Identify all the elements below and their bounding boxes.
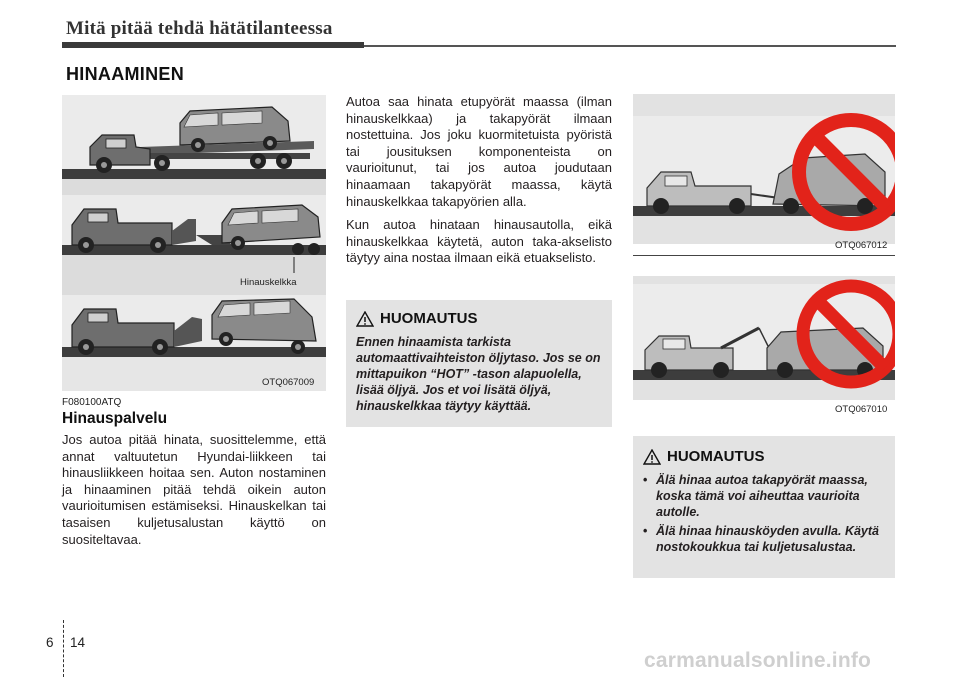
towing-methods-illustration bbox=[62, 95, 326, 391]
chapter-number: 6 bbox=[46, 635, 54, 650]
notice-bullet-1: • Älä hinaa autoa takapyörät maassa, koska tämä voi aiheuttaa vaurioita autolle. bbox=[641, 472, 889, 520]
notice-box-towing bbox=[633, 436, 895, 578]
middle-column-text bbox=[346, 94, 612, 274]
middle-paragraph-1: Autoa saa hinata etupyörät maassa (ilman hinauskelkkaa) ja takapyörät ilmaan nostettuina. Jos joku kuormitetuista pyöristä tai jousituksen komponenteista on vaurioitunut, tai jos autoa joudutaan hinaamaan takapyörät maassa, käytä hinauskelkkaa takapyörien alla. bbox=[346, 94, 612, 209]
figure-caption-right-2: OTQ067010 bbox=[835, 404, 888, 415]
no-rear-wheels-towing-drawing bbox=[633, 94, 895, 244]
no-sling-towing-drawing bbox=[633, 276, 895, 400]
notice-text: Ennen hinaamista tarkista automaattivaihteiston öljytaso. Jos se on mittapuikon “HOT” -tason alapuolella, lisää öljyä. Jos et voi lisätä öljyä, hinauskelkkaa täytyy käyttää. bbox=[356, 335, 601, 413]
no-rear-wheels-towing-illustration bbox=[633, 94, 895, 251]
header-rule-thick bbox=[62, 42, 364, 48]
header-rule-thin bbox=[364, 45, 896, 47]
page-number: 14 bbox=[70, 635, 86, 650]
right-column-divider bbox=[633, 255, 895, 256]
notice-title-right: HUOMAUTUS bbox=[667, 448, 765, 465]
hinauspalvelu-heading: Hinauspalvelu bbox=[62, 410, 168, 427]
towing-methods-drawing bbox=[62, 95, 326, 391]
notice-header-right bbox=[643, 448, 765, 465]
watermark: carmanualsonline.info bbox=[644, 649, 872, 672]
figure-caption-left: OTQ067009 bbox=[262, 377, 315, 388]
no-sling-towing-illustration bbox=[633, 276, 895, 415]
notice-title: HUOMAUTUS bbox=[380, 310, 478, 327]
notice-box-oil-level bbox=[346, 300, 612, 427]
hinauspalvelu-body: Jos autoa pitää hinata, suosittelemme, että annat valtuutetun Hyundai-liikkeen tai hinausliikkeen hoitaa sen. Auton nostaminen ja hinaaminen pitää tehdä oikein auton vaurioitumisen estämiseksi. Hinauskelkan tai tasaisen kuljetusalustan käyttö on suositeltavaa. bbox=[62, 432, 326, 547]
middle-paragraph-2: Kun autoa hinataan hinausautolla, eikä hinauskelkkaa käytetä, auton taka-akselisto täytyy aina nostaa ilmaan eikä etuakselisto. bbox=[346, 217, 612, 266]
footer-separator bbox=[63, 620, 64, 677]
warning-triangle-icon bbox=[643, 449, 661, 465]
chapter-header-title: Mitä pitää tehdä hätätilanteessa bbox=[66, 18, 333, 39]
notice-bullet-2: • Älä hinaa hinausköyden avulla. Käytä nostokoukkua tai kuljetusalustaa. bbox=[641, 523, 889, 555]
hinauskelkka-label: Hinauskelkka bbox=[240, 277, 297, 288]
document-code: F080100ATQ bbox=[62, 397, 122, 408]
notice-header bbox=[356, 310, 478, 327]
warning-triangle-icon bbox=[356, 311, 374, 327]
figure-caption-right-1: OTQ067012 bbox=[835, 240, 888, 251]
notice-bullet-list bbox=[641, 472, 889, 558]
section-title: HINAAMINEN bbox=[66, 64, 184, 84]
